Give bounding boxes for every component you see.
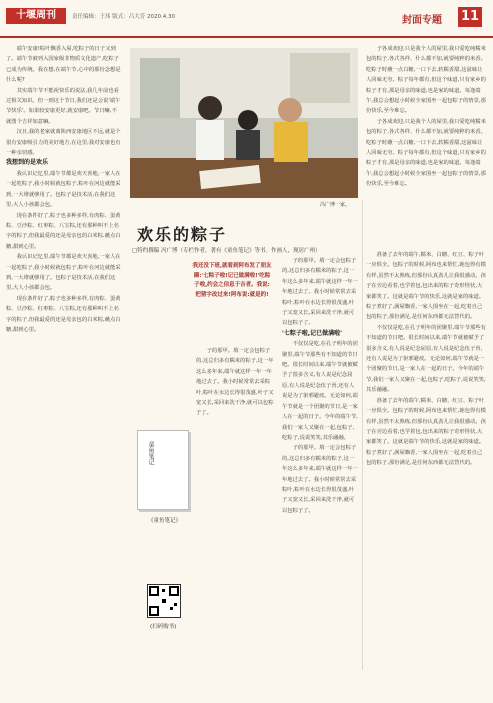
subheading: '七粽子啦,记已做满啦' (282, 329, 342, 337)
column-divider (362, 200, 363, 670)
paragraph: 现在条件好了,粽子也多种多样,有肉粽、蛋黄粽、豆沙粽、红枣粽、八宝粽,还有那种叫不上名字的粽子,但我最爱的还是母亲包的白米粽,蘸点白糖,甜到心里。 (6, 212, 121, 250)
paragraph: 子的那甲。填一定会包粽子的,这总归多有糯米的粽子,这一年这么多年来,端午就这样一年一年地过去了。我小时候常常去采粽叶,粽叶在水边长得很茂盛,叶子又宽又长,采回来洗干净,就可以包粽子了。 (282, 445, 358, 514)
paragraph: 子的那甲。填一定会包粽子的,这总归多有糯米的粽子,这一年这么多年来,端午就这样一年一年地过去了。我小时候常常去采粽叶,粽叶在水边长得很茂盛,叶子又宽又长,采回来洗干净,就可以包粽子了。 (282, 258, 358, 327)
paragraph: 我认识记忆里,端午节都是欢天喜地,一家人在一起吃粽子,我小时候就包粽子,粽叶在河边就能采到,一大堆就够用了。包粽子是技术活,在我们这里,大人小孩都会包。 (6, 170, 121, 209)
paragraph: 子各成欢迎,只是我个人的屋里,我只爱吃纯糯米包的粽子,各式各样、什么都不加,就要纯粹的米香。吃粽子时蘸一点白糖,一口下去,软糯香甜,这滋味让人回味无穷。粽子每年都有,但这个味道,只有家乡的粽子才有,那是母亲的味道,也是家的味道。每逢端午,我总会想起小时候全家围坐一起包粽子的情景,那份快乐,至今难忘。 (366, 118, 486, 188)
paragraph: 准备了去年的端午,糯米、白糖、红豆、粽子叶一应俱全。包粽子的时候,阿布也来帮忙,她包得有模有样,虽然不太熟练,但那份认真劲儿让我很感动。孩子在旁边看着,也学着包,包出来的粽子奇形怪状,大家都笑了。这就是端午节的快乐,这就是家的味道。粽子煮好了,满屋飘香,一家人围坐在一起,吃着自己包的粽子,那份满足,是任何东西都无法替代的。 (366, 397, 486, 467)
paragraph: 不仅仅是吃,在孔子明年的团聚里,端午节那些有不知道的节日吧。很长时间以来,端午节就被赋予了很多含义,有人说是纪念屈原,有人说是纪念伍子胥,还有人说是为了驱邪避疫。无论如何,端午节就是一个团聚的节日,是一家人在一起的日子。今年的端午节,我们一家人又聚在一起,包粽子,吃粽子,说说笑笑,其乐融融。 (282, 341, 358, 441)
paragraph: 子的那甲。填一定会包粽子的,这总归多有糯米的粽子,这一年这么多年来,端午就这样一年一年地过去了。我小时候常常去采粽叶,粽叶在水边长得很茂盛,叶子又宽又长,采回来洗干净,就可以包粽子了。 (196, 348, 274, 417)
left-column (6, 44, 122, 694)
photo-caption: 冯广博一家。 (320, 202, 351, 208)
paragraph: 现在条件好了,粽子也多种多样,有肉粽、蛋黄粽、豆沙粽、红枣粽、八宝粽,还有那种叫不上名字的粽子,但我最爱的还是母亲包的白米粽,蘸点白糖,甜到心里。 (6, 295, 121, 333)
paragraph: 我认识记忆里,端午节都是欢天喜地,一家人在一起吃粽子,我小时候就包粽子,粽叶在河边就能采到,一大堆就够用了。包粽子是技术活,在我们这里,大人小孩都会包。 (6, 254, 121, 292)
book-caption: 《童鱼笔记》 (148, 518, 182, 524)
qr-code[interactable] (147, 584, 181, 618)
intro-paragraph: 端午安康!粽叶飘香入屋,吃粽子的日子又到了。端午节被列入国家级非物质文化遗产,吃粽子已成为传统。我在想,在端午节,心中的那份念想是什么呢? (6, 46, 121, 84)
paragraph: 子各成欢迎,只是我个人的屋里,我只爱吃纯糯米包的粽子,各式各样、什么都不加,就要纯粹的米香。吃粽子时蘸一点白糖,一口下去,软糯香甜,这滋味让人回味无穷。粽子每年都有,但这个味道,只有家乡的粽子才有,那是母亲的味道,也是家的味道。每逢端午,我总会想起小时候全家围坐一起包粽子的情景,那份快乐,至今难忘。 (366, 46, 486, 115)
family-photo (130, 48, 358, 198)
qr-caption: (扫码购书) (150, 624, 177, 630)
paragraph: 准备了去年的端午,糯米、白糖、红豆、粽子叶一应俱全。包粽子的时候,阿布也来帮忙,她包得有模有样,虽然不太熟练,但那份认真劲儿让我很感动。孩子在旁边看着,也学着包,包出来的粽子奇形怪状,大家都笑了。这就是端午节的快乐,这就是家的味道。粽子煮好了,满屋飘香,一家人围坐在一起,吃着自己包的粽子,那份满足,是任何东西都无法替代的。 (366, 252, 486, 321)
spacer (196, 262, 276, 263)
paragraph: 其实端午节不能祝快乐的说法,我几年前也看过相关知识。但一到这个节日,我们还是会说'端午节快乐'。如果较安康更好,就安康吧。节日嘛,不就图个吉祥如意嘛。 (6, 87, 121, 125)
publication-logo: 十堰周刊 (6, 8, 66, 24)
page-header (0, 0, 493, 38)
subheading: 我想到的是欢乐 (6, 159, 49, 167)
middle-column-a (196, 346, 276, 696)
book-cover (137, 430, 189, 510)
middle-column-b (282, 256, 358, 696)
paragraph: 汉且,我的老家就离陕西安康地区不远,就是个很有安康吸引力的美好地方,在这里,我对安康也有一种亲切感。 (6, 129, 121, 157)
pull-quote: 我还没下班,就看到阿布发了朋友圈:'七粽子啦!记已做满啦!'吃粽子啦,约会之信息于吉者。我说:把猪字改过来!阿布说:就是的! (192, 263, 272, 298)
right-column (366, 250, 486, 696)
book-cover-title: 童鱼笔记 (147, 441, 154, 465)
article-title: 欢乐的粽子 (137, 225, 228, 244)
article-byline: □特约撰稿 冯广博（专栏作者，著有《童鱼笔记》等书。作画人，现居广州） (132, 248, 321, 254)
editor-meta: 责任编辑：王玮 版式：吕大芳 2020.4.30 (72, 14, 175, 20)
right-top-column (366, 44, 486, 244)
section-title: 封面专题 (402, 15, 442, 26)
paragraph: 不仅仅是吃,在孔子明年的团聚里,端午节那些有不知道的节日吧。很长时间以来,端午节就被赋予了很多含义,有人说是纪念屈原,有人说是纪念伍子胥,还有人说是为了驱邪避疫。无论如何,端午节就是一个团聚的节日,是一家人在一起的日子。今年的端午节,我们一家人又聚在一起,包粽子,吃粽子,说说笑笑,其乐融融。 (366, 324, 486, 394)
page-number: 11 (458, 7, 482, 27)
